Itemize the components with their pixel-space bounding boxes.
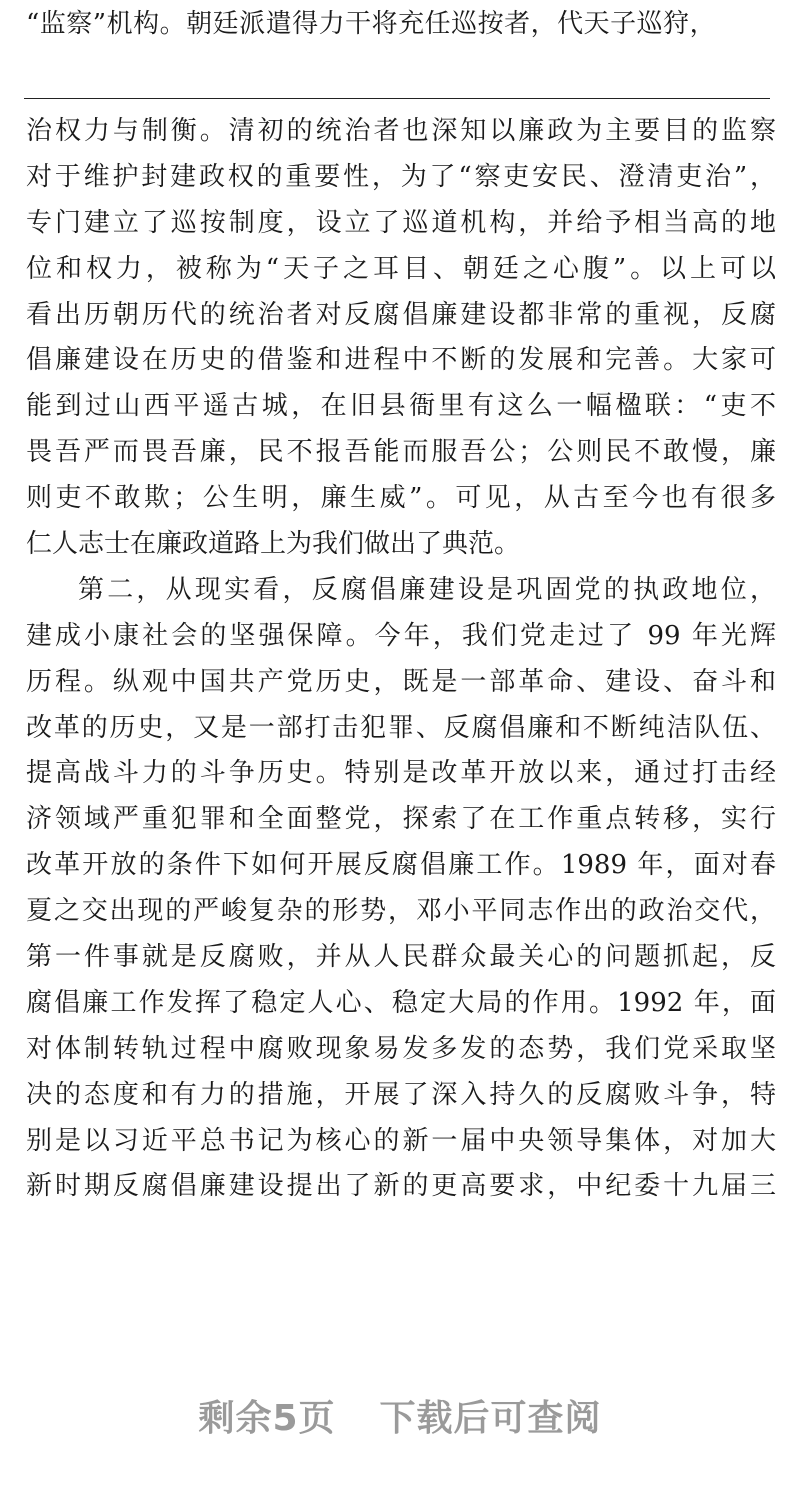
text-line: 专门建立了巡按制度，设立了巡道机构，并给予相当高的地 [26, 207, 776, 238]
text-line: 提高战斗力的斗争历史。特别是改革开放以来，通过打击经 [26, 758, 776, 789]
paragraph-start-line: 第二，从现实看，反腐倡廉建设是巩固党的执政地位， [78, 574, 776, 605]
previous-page-last-line: “监察”机构。朝廷派遣得力干将充任巡按者，代天子巡狩， [26, 9, 717, 39]
text-line: 济领域严重犯罪和全面整党，探索了在工作重点转移，实行 [26, 804, 776, 835]
text-line: 对于维护封建政权的重要性，为了“察吏安民、澄清吏治”， [26, 161, 776, 192]
download-notice[interactable] [0, 1390, 800, 1441]
text-line: 新时期反腐倡廉建设提出了新的更高要求，中纪委十九届三 [26, 1171, 776, 1202]
text-line: 决的态度和有力的措施，开展了深入持久的反腐败斗争，特 [26, 1079, 776, 1110]
text-line: 则吏不敢欺；公生明，廉生威”。可见，从古至今也有很多 [26, 483, 776, 514]
text-line: 第一件事就是反腐败，并从人民群众最关心的问题抓起，反 [26, 942, 776, 973]
download-to-view-link[interactable]: 下载后可查阅 [379, 1398, 602, 1439]
paragraph-end-line: 仁人志士在廉政道路上为我们做出了典范。 [26, 529, 521, 560]
text-line: 夏之交出现的严峻复杂的形势，邓小平同志作出的政治交代， [26, 896, 776, 927]
text-line: 改革的历史，又是一部打击犯罪、反腐倡廉和不断纯洁队伍、 [26, 712, 776, 743]
text-line: 畏吾严而畏吾廉，民不报吾能而服吾公；公则民不敢慢，廉 [26, 437, 776, 468]
text-line: 建成小康社会的坚强保障。今年，我们党走过了 99 年光辉 [26, 620, 776, 651]
text-line: 倡廉建设在历史的借鉴和进程中不断的发展和完善。大家可 [26, 345, 776, 376]
text-line: 位和权力，被称为“天子之耳目、朝廷之心腹”。以上可以 [26, 253, 776, 284]
text-line: 看出历朝历代的统治者对反腐倡廉建设都非常的重视，反腐 [26, 299, 776, 330]
text-line: 腐倡廉工作发挥了稳定人心、稳定大局的作用。1992 年，面 [26, 987, 776, 1018]
body-text [26, 109, 776, 1210]
page-divider [24, 98, 770, 99]
text-line: 历程。纵观中国共产党历史，既是一部革命、建设、奋斗和 [26, 666, 776, 697]
remaining-pages-label[interactable]: 剩余5页 [198, 1398, 336, 1439]
text-line: 别是以习近平总书记为核心的新一届中央领导集体，对加大 [26, 1125, 776, 1156]
text-line: 改革开放的条件下如何开展反腐倡廉工作。1989 年，面对春 [26, 850, 776, 881]
text-line: 能到过山西平遥古城，在旧县衙里有这么一幅楹联：“吏不 [26, 391, 776, 422]
text-line: 治权力与制衡。清初的统治者也深知以廉政为主要目的监察 [26, 116, 776, 146]
text-line: 对体制转轨过程中腐败现象易发多发的态势，我们党采取坚 [26, 1033, 776, 1064]
